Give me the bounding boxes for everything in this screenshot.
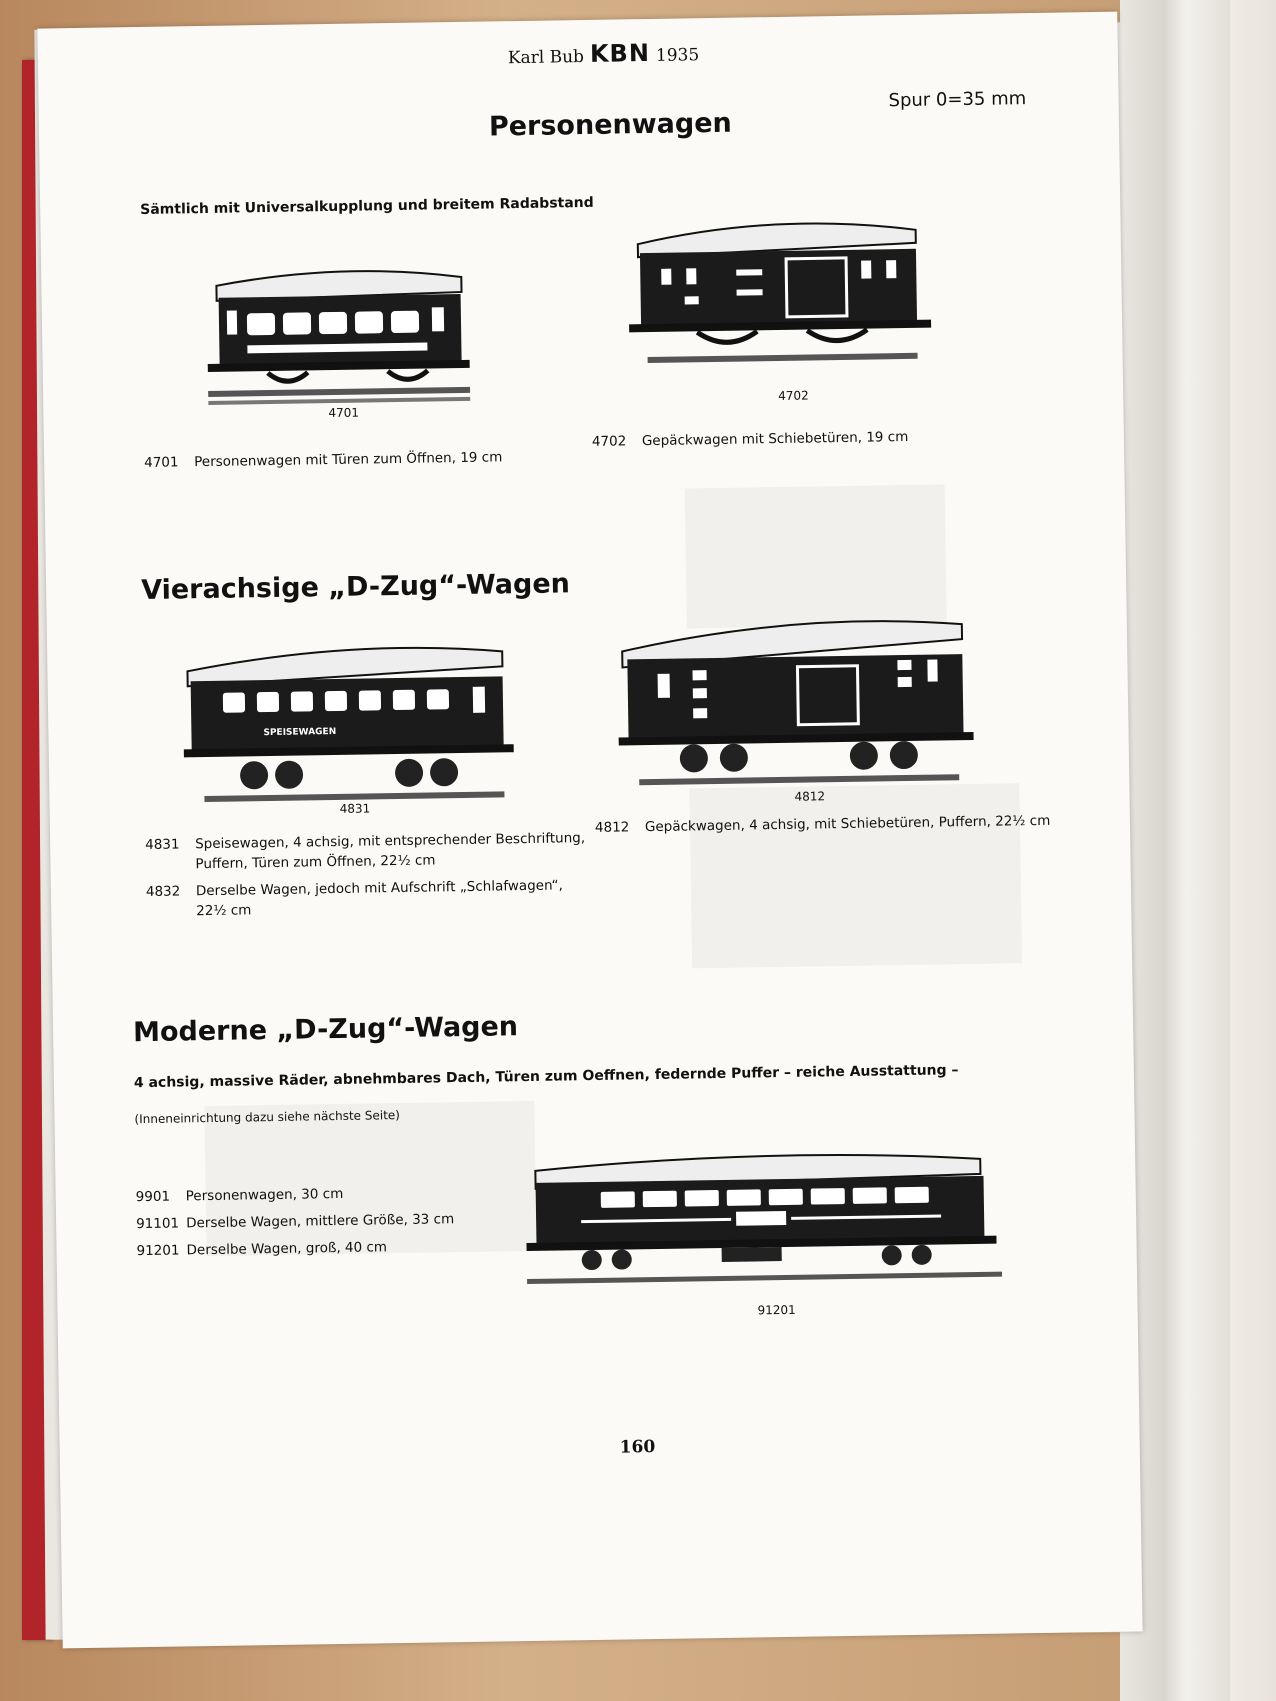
item-description: Personenwagen mit Türen zum Öffnen, 19 cm [194,449,503,471]
image-caption: 4812 [794,789,826,804]
section-title-moderne: Moderne „D-Zug“-Wagen [132,1011,519,1049]
item-91201 [136,1239,387,1259]
item-number: 4831 [145,836,180,853]
item-4701 [144,449,502,471]
item-description: Derselbe Wagen, groß, 40 cm [186,1239,388,1259]
item-4702 [592,429,909,450]
item-description-line2: 22½ cm [196,902,252,920]
wagon-image-4831 [182,636,530,816]
item-description: Derselbe Wagen, mittlere Größe, 33 cm [186,1211,455,1232]
header-name: Karl Bub [507,47,585,69]
section-note: (Inneneinrichtung dazu siehe nächste Seite) [134,1108,401,1127]
item-9901 [136,1186,344,1205]
section-subtitle: 4 achsig, massive Räder, abnehmbares Dach, Türen zum Oeffnen, federnde Puffer – reiche Ausstattung – [133,1062,959,1092]
section-subtitle: Sämtlich mit Universalkupplung und breitem Radabstand [140,194,594,218]
item-description: Gepäckwagen, 4 achsig, mit Schiebetüren, Puffern, 22½ cm [644,812,1051,836]
item-number: 91201 [136,1242,180,1260]
wagon-image-4701 [206,252,478,416]
image-caption: 4701 [328,405,360,421]
page-number: 160 [619,1437,656,1458]
wagon-image-4702 [625,205,938,380]
item-number: 4812 [594,819,630,836]
item-number: 4701 [144,454,179,471]
image-caption: 4702 [778,388,809,403]
item-number: 91101 [136,1215,180,1233]
image-caption: 91201 [757,1302,796,1318]
item-description: Derselbe Wagen, jedoch mit Aufschrift „Schlafwagen“, [195,877,564,900]
kbn-logo: KBN [589,38,651,68]
item-4831 [145,828,586,875]
item-number: 4832 [145,883,181,900]
gauge-label: Spur 0=35 mm [888,88,1027,112]
bleed-through [689,783,1022,968]
page-header [508,38,700,69]
wagon-label-speisewagen: SPEISEWAGEN [263,726,337,739]
item-number: 9901 [135,1188,171,1206]
item-description: Speisewagen, 4 achsig, mit entsprechender Beschriftung, [195,830,586,853]
item-description-line2: Puffern, Türen zum Öffnen, 22½ cm [195,852,436,873]
item-number: 4702 [591,433,627,450]
item-description: Gepäckwagen mit Schiebetüren, 19 cm [641,428,909,450]
section-title-vierachsige: Vierachsige „D-Zug“-Wagen [140,568,571,607]
image-caption: 4831 [339,801,371,816]
catalog-page [37,12,1142,1649]
header-year: 1935 [655,45,700,66]
section-title-personenwagen: Personenwagen [488,107,732,143]
item-4832 [146,875,564,922]
wagon-image-91201 [520,1143,1012,1301]
wagon-image-4812 [617,604,980,795]
item-description: Personenwagen, 30 cm [185,1185,344,1205]
